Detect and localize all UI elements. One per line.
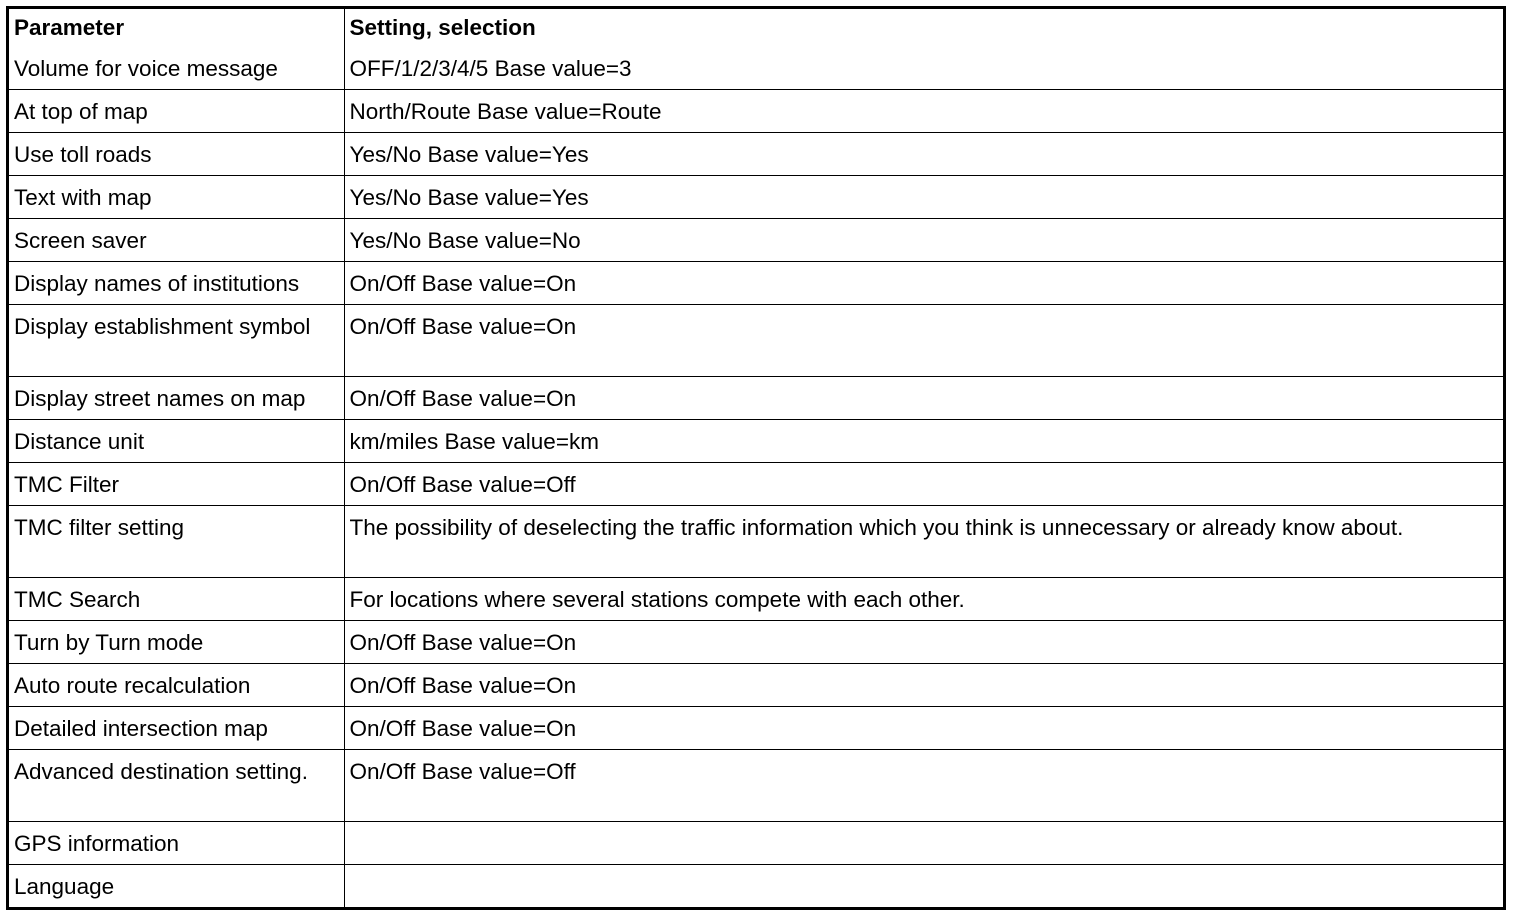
table-row (9, 90, 1503, 133)
parameter-cell: Use toll roads (9, 133, 344, 176)
setting-cell: On/Off Base value=On (344, 707, 1503, 750)
setting-cell: Yes/No Base value=No (344, 219, 1503, 262)
parameter-cell: GPS information (9, 822, 344, 865)
table-header-row (9, 9, 1503, 47)
parameter-cell: Text with map (9, 176, 344, 219)
parameter-cell: Auto route recalculation (9, 664, 344, 707)
setting-cell: North/Route Base value=Route (344, 90, 1503, 133)
parameter-cell: Advanced destination setting. (9, 750, 344, 822)
table-row (9, 176, 1503, 219)
setting-cell (344, 865, 1503, 908)
setting-cell: km/miles Base value=km (344, 420, 1503, 463)
parameter-cell: Display street names on map (9, 377, 344, 420)
table-row (9, 463, 1503, 506)
parameter-cell: Volume for voice message (9, 47, 344, 90)
setting-cell: OFF/1/2/3/4/5 Base value=3 (344, 47, 1503, 90)
setting-cell: On/Off Base value=Off (344, 463, 1503, 506)
parameter-cell: Display establishment symbol (9, 305, 344, 377)
setting-cell: On/Off Base value=On (344, 377, 1503, 420)
table-row (9, 822, 1503, 865)
header-setting: Setting, selection (344, 9, 1503, 47)
settings-table-container (6, 6, 1506, 910)
parameter-cell: TMC filter setting (9, 506, 344, 578)
parameter-cell: At top of map (9, 90, 344, 133)
settings-table (9, 9, 1503, 907)
table-row (9, 707, 1503, 750)
table-row (9, 133, 1503, 176)
setting-cell: On/Off Base value=On (344, 621, 1503, 664)
parameter-cell: Language (9, 865, 344, 908)
parameter-cell: Screen saver (9, 219, 344, 262)
parameter-cell: Display names of institutions (9, 262, 344, 305)
table-row (9, 750, 1503, 822)
table-row (9, 506, 1503, 578)
parameter-cell: Distance unit (9, 420, 344, 463)
setting-cell: On/Off Base value=On (344, 664, 1503, 707)
header-parameter: Parameter (9, 9, 344, 47)
setting-cell: For locations where several stations compete with each other. (344, 578, 1503, 621)
table-row (9, 420, 1503, 463)
table-row (9, 865, 1503, 908)
table-row (9, 664, 1503, 707)
table-row (9, 219, 1503, 262)
setting-cell: Yes/No Base value=Yes (344, 176, 1503, 219)
table-row (9, 377, 1503, 420)
setting-cell: The possibility of deselecting the traffic information which you think is unnecessary or already know about. (344, 506, 1503, 578)
setting-cell: On/Off Base value=Off (344, 750, 1503, 822)
table-row (9, 578, 1503, 621)
setting-cell: On/Off Base value=On (344, 305, 1503, 377)
table-row (9, 621, 1503, 664)
table-row (9, 47, 1503, 90)
table-row (9, 305, 1503, 377)
table-row (9, 262, 1503, 305)
setting-cell: On/Off Base value=On (344, 262, 1503, 305)
parameter-cell: TMC Search (9, 578, 344, 621)
parameter-cell: Turn by Turn mode (9, 621, 344, 664)
setting-cell (344, 822, 1503, 865)
parameter-cell: Detailed intersection map (9, 707, 344, 750)
setting-cell: Yes/No Base value=Yes (344, 133, 1503, 176)
parameter-cell: TMC Filter (9, 463, 344, 506)
